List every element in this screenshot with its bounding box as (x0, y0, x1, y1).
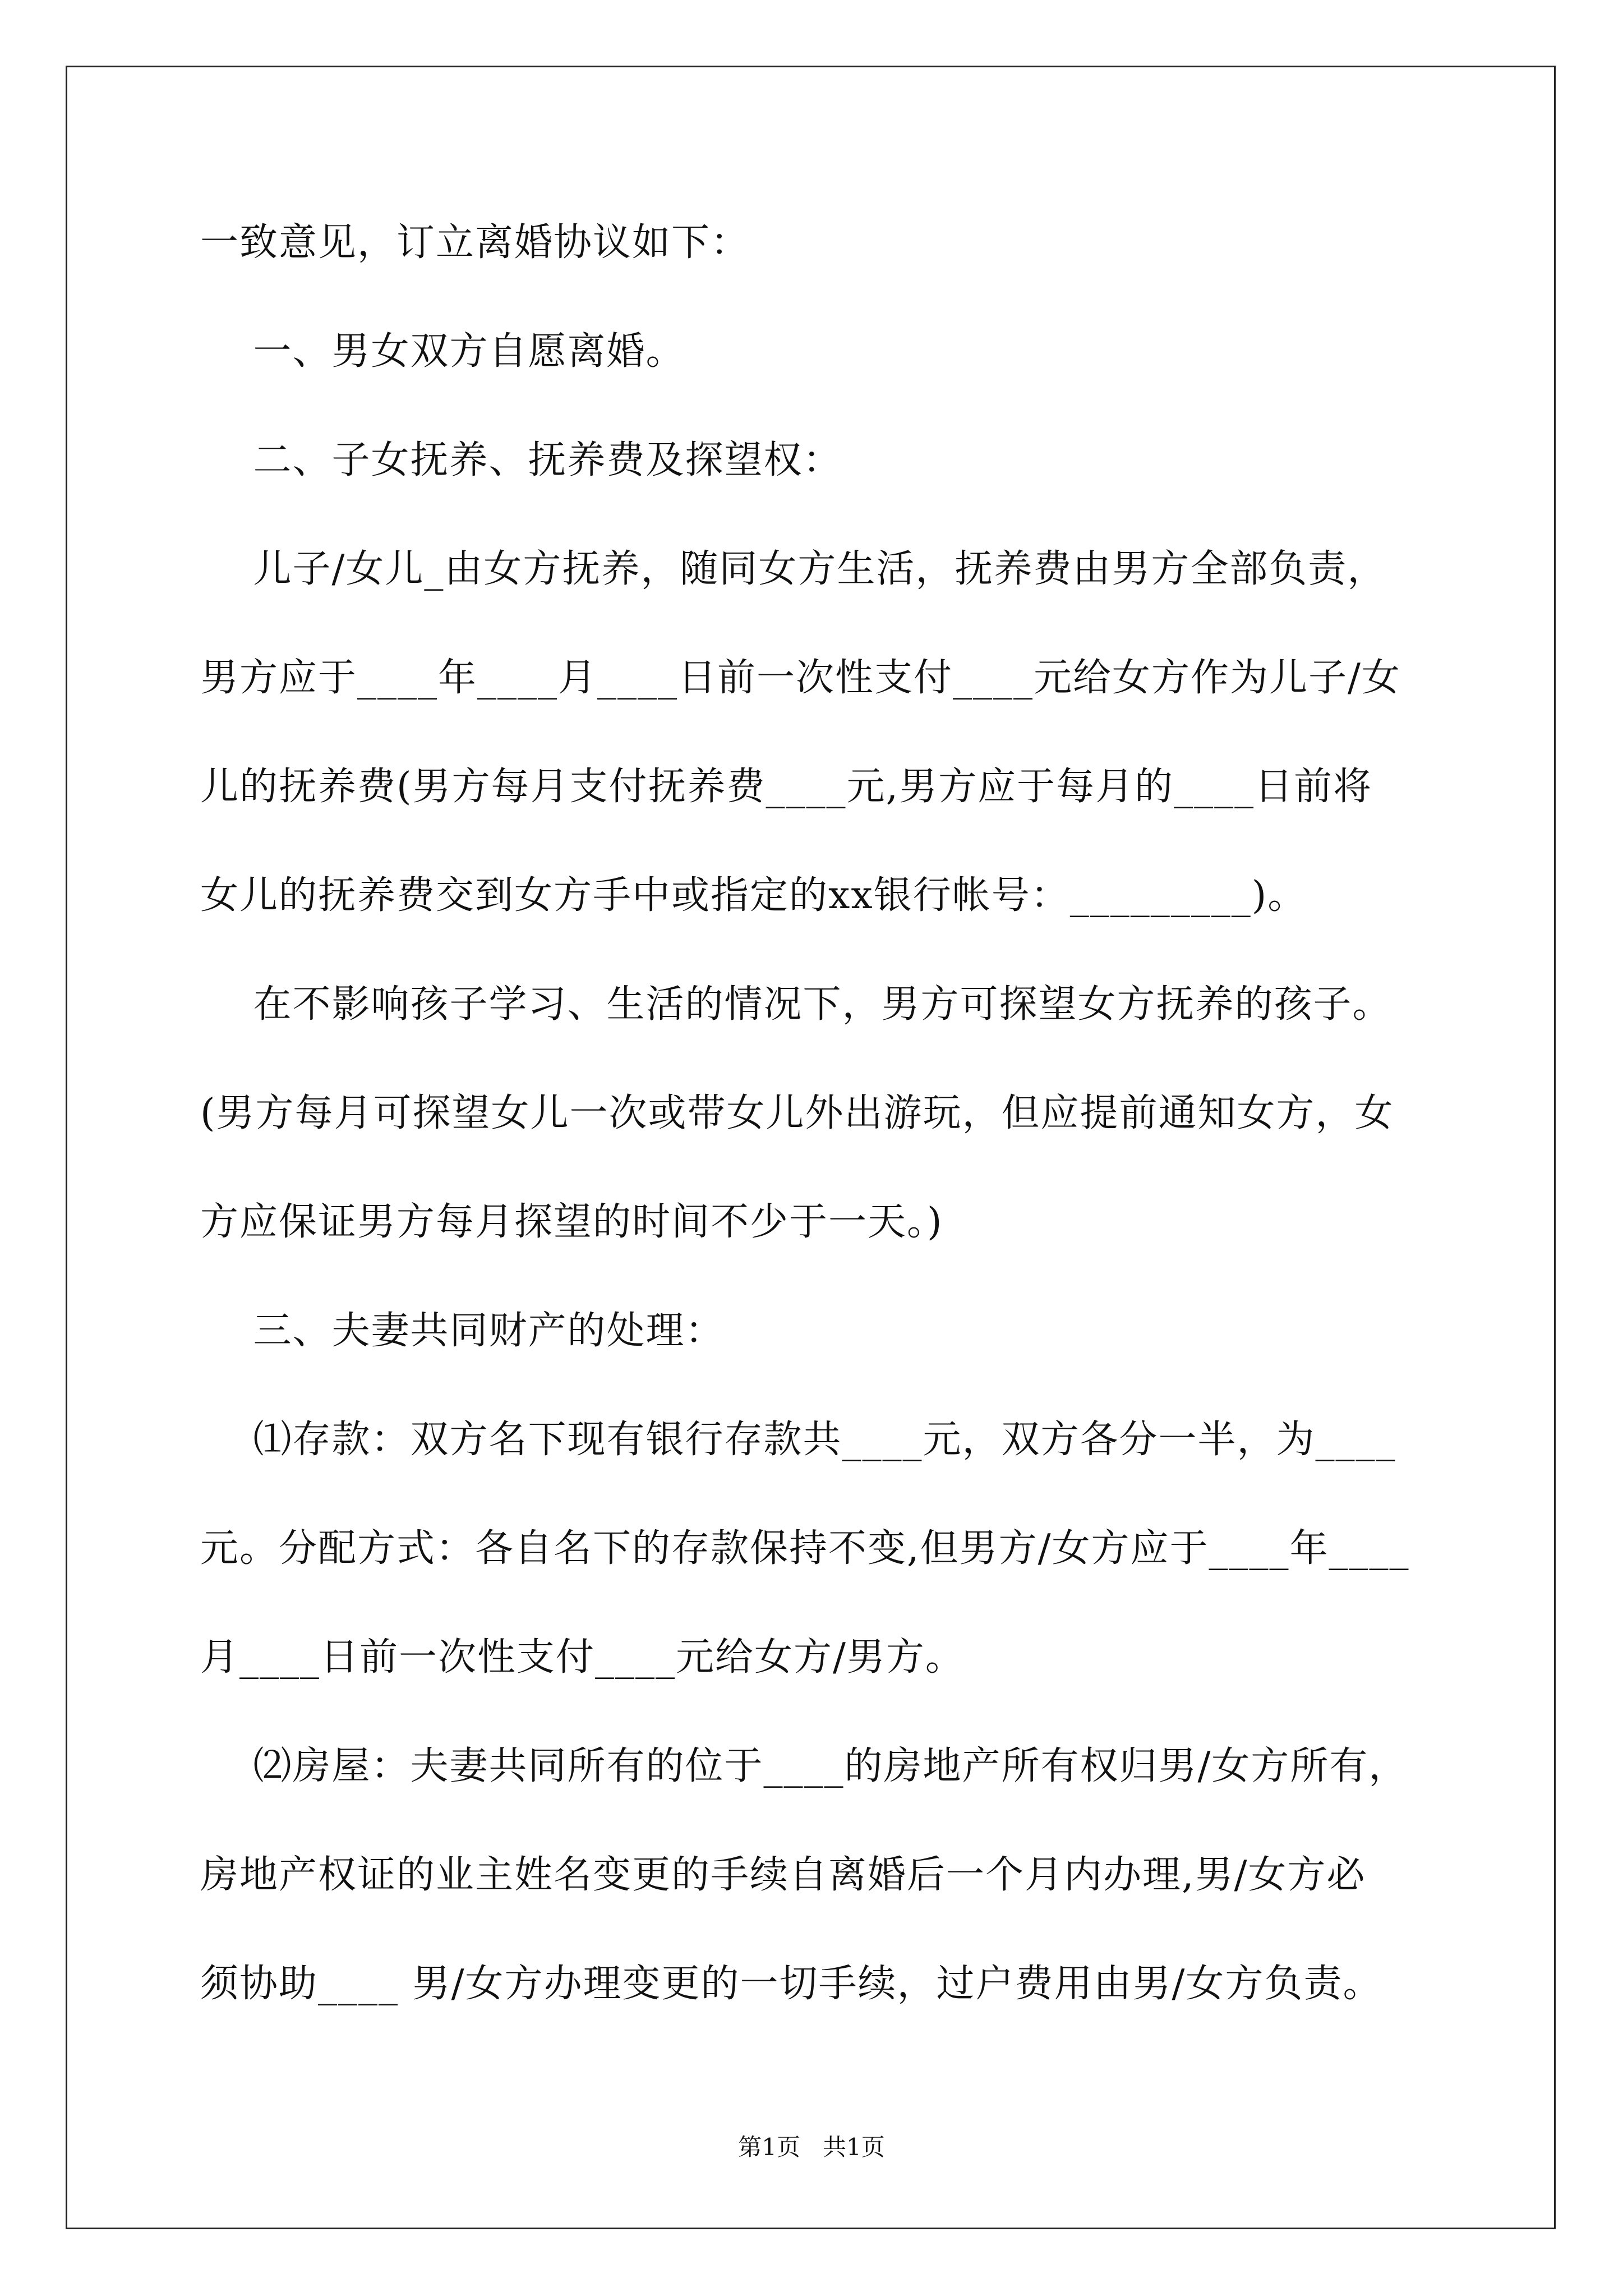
text-line: 儿子/女儿_由女方抚养，随同女方生活，抚养费由男方全部负责， (200, 547, 1387, 591)
page-footer: 第1页 共1页 (738, 2133, 885, 2161)
text-line: 元。分配方式：各自名下的存款保持不变,但男方/女方应于____年____ (200, 1526, 1410, 1571)
text-line: 女儿的抚养费交到女方手中或指定的xx银行帐号：_________)。 (200, 873, 1307, 918)
text-line: 须协助____ 男/女方办理变更的一切手续，过户费用由男/女方负责。 (200, 1962, 1382, 2006)
text-line: 儿的抚养费(男方每月支付抚养费____元,男方应于每月的____日前将 (200, 765, 1373, 809)
text-line: 二、子女抚养、抚养费及探望权： (200, 438, 842, 482)
text-line: ⑴存款：双方名下现有银行存款共____元，双方各分一半，为____ (200, 1418, 1396, 1462)
page-border (66, 66, 1556, 2229)
text-line: 三、夫妻共同财产的处理： (200, 1309, 725, 1353)
text-line: 一致意见，订立离婚协议如下： (200, 220, 750, 265)
text-line: ⑵房屋：夫妻共同所有的位于____的房地产所有权归男/女方所有， (200, 1744, 1408, 1788)
text-line: 方应保证男方每月探望的时间不少于一天。) (200, 1200, 943, 1244)
text-line: 一、男女双方自愿离婚。 (200, 329, 685, 374)
text-line: 房地产权证的业主姓名变更的手续自离婚后一个月内办理,男/女方必 (200, 1853, 1366, 1897)
text-line: 在不影响孩子学习、生活的情况下，男方可探望女方抚养的孩子。 (200, 982, 1392, 1027)
text-line: 月____日前一次性支付____元给女方/男方。 (200, 1635, 965, 1680)
text-line: (男方每月可探望女儿一次或带女儿外出游玩，但应提前通知女方，女 (200, 1091, 1394, 1135)
text-line: 男方应于____年____月____日前一次性支付____元给女方作为儿子/女 (200, 656, 1401, 700)
